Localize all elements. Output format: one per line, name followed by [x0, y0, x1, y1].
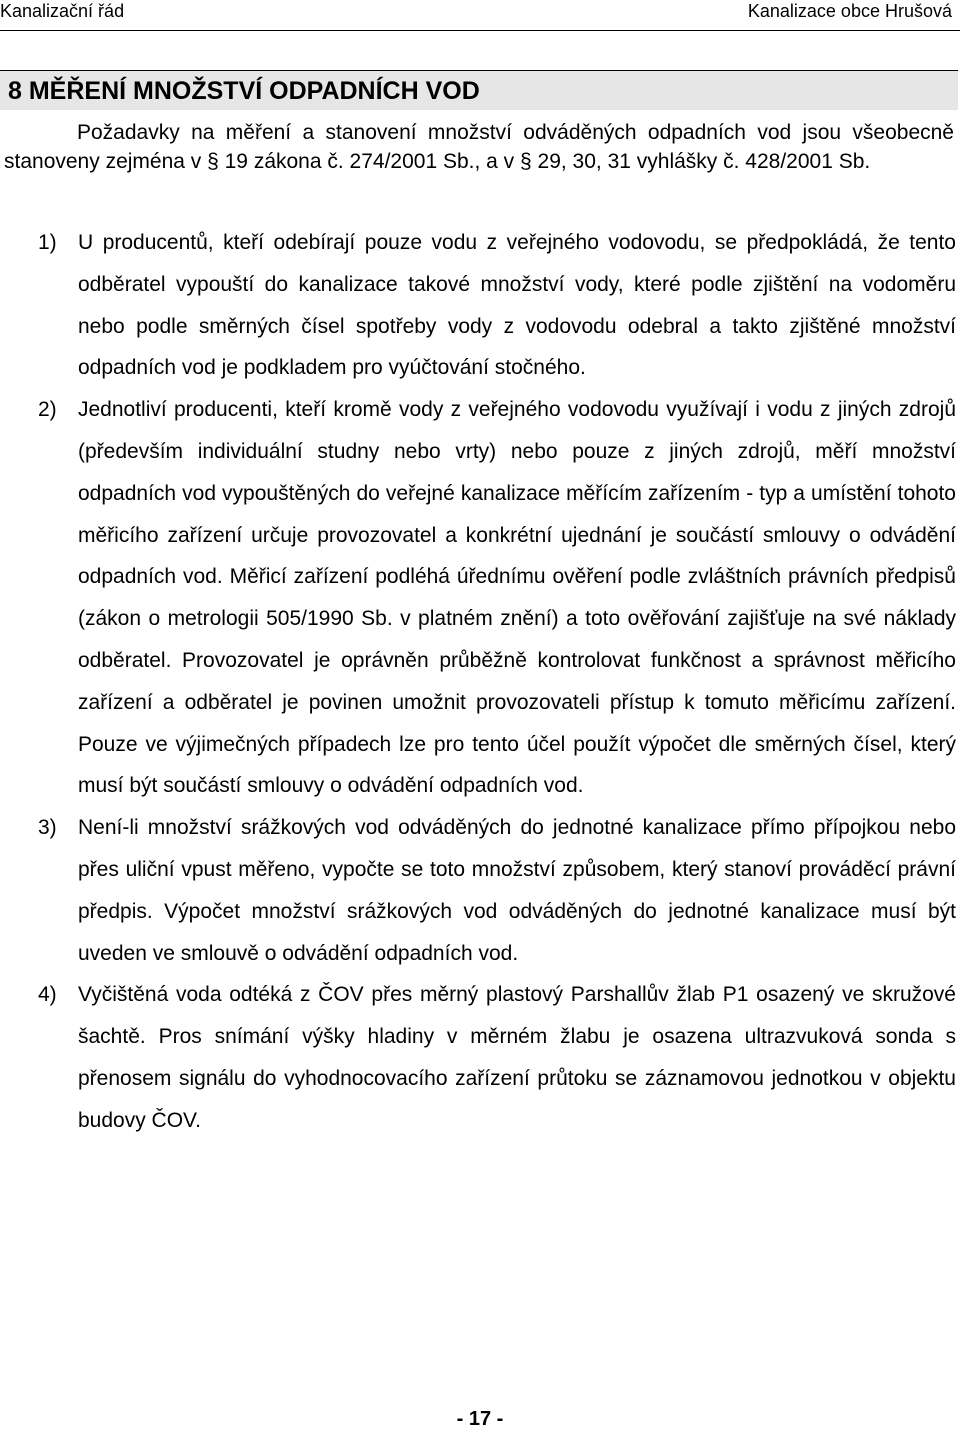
header-document-title: Kanalizační řád — [0, 1, 125, 21]
list-item-text: Vyčištěná voda odtéká z ČOV přes měrný plastový Parshallův žlab P1 osazený ve skružové šachtě. Pros snímání výšky hladiny v měrném žlabu je osazena ultrazvuková sonda s přenosem signálu do vyhodnocovacího zařízení průtoku se záznamovou jednotkou v objektu budovy ČOV. — [78, 983, 956, 1132]
list-item-number: 2) — [38, 398, 57, 422]
numbered-list — [0, 222, 956, 1142]
list-item-text: Není-li množství srážkových vod odváděných do jednotné kanalizace přímo přípojkou nebo přes uliční vpust měřeno, vypočte se toto množství způsobem, který stanoví prováděcí právní předpis. Výpočet množství srážkových vod odváděných do jednotné kanalizace musí být uveden ve smlouvě o odvádění odpadních vod. — [78, 816, 956, 965]
list-item — [0, 807, 956, 974]
list-item-number: 3) — [38, 816, 57, 840]
header-municipality: Kanalizace obce Hrušová — [747, 1, 952, 21]
list-item — [0, 389, 956, 807]
list-item-number: 1) — [38, 231, 57, 254]
header-divider — [0, 30, 960, 31]
page-header — [0, 0, 960, 26]
chapter-heading: 8 MĚŘENÍ MNOŽSTVÍ ODPADNÍCH VOD — [0, 70, 958, 110]
list-item-number: 4) — [38, 983, 57, 1007]
list-item — [0, 222, 956, 389]
list-item-text: U producentů, kteří odebírají pouze vodu z veřejného vodovodu, se předpokládá, že tento odběratel vypouští do kanalizace takové množství vody, které podle zjištění na vodoměru nebo podle směrných čísel spotřeby vody z vodovodu odebral a takto zjištěné množství odpadních vod je podkladem pro vyúčtování stočného. — [78, 231, 956, 380]
page-number: - 17 - — [456, 1408, 504, 1430]
list-item-text: Jednotliví producenti, kteří kromě vody z veřejného vodovodu využívají i vodu z jiných zdrojů (především individuální studny nebo vrty) nebo pouze z jiných zdrojů, měří množství odpadních vod vypouštěných do veřejné kanalizace měřícím zařízením - typ a umístění tohoto měřicího zařízení určuje provozovatel a konkrétní ujednání je součástí smlouvy o odvádění odpadních vod. Měřicí zařízení podléhá úřednímu ověření podle zvláštních právních předpisů (zákon o metrologii 505/1990 Sb. v platném znění) a toto ověřování zajišťuje na své náklady odběratel. Provozovatel je oprávněn průběžně kontrolovat funkčnost a správnost měřicího zařízení a odběratel je povinen umožnit provozovateli přístup k tomuto měřicímu zařízení. Pouze ve výjimečných případech lze pro tento účel použít výpočet dle směrných čísel, který musí být součástí smlouvy o odvádění odpadních vod. — [78, 398, 956, 798]
list-item — [0, 974, 956, 1141]
intro-paragraph: Požadavky na měření a stanovení množství odváděných odpadních vod jsou všeobecně stanoveny zejména v § 19 zákona č. 274/2001 Sb., a v § 29, 30, 31 vyhlášky č. 428/2001 Sb. — [4, 121, 954, 173]
